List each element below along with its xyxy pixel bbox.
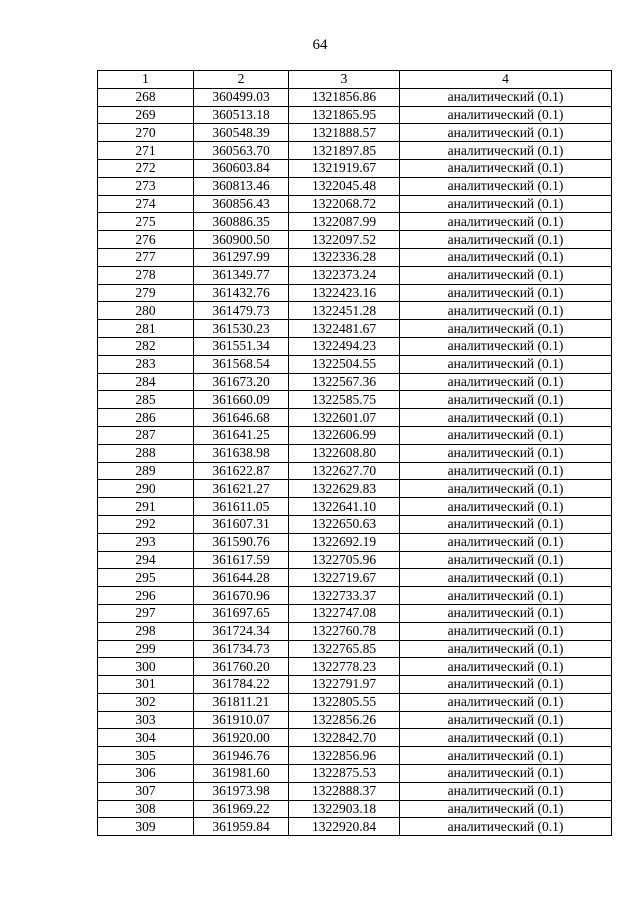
cell-x-coordinate: 361617.59: [194, 551, 289, 569]
table-row: [98, 640, 612, 658]
cell-method: аналитический (0.1): [400, 159, 612, 177]
table-row: [98, 391, 612, 409]
cell-point-number: 291: [98, 498, 194, 516]
cell-y-coordinate: 1322045.48: [289, 177, 400, 195]
cell-method: аналитический (0.1): [400, 604, 612, 622]
cell-y-coordinate: 1321897.85: [289, 142, 400, 160]
cell-method: аналитический (0.1): [400, 373, 612, 391]
cell-y-coordinate: 1322692.19: [289, 533, 400, 551]
cell-method: аналитический (0.1): [400, 302, 612, 320]
cell-point-number: 292: [98, 515, 194, 533]
cell-point-number: 273: [98, 177, 194, 195]
cell-point-number: 302: [98, 693, 194, 711]
coordinates-table: [97, 70, 612, 836]
table-row: [98, 765, 612, 783]
cell-y-coordinate: 1322601.07: [289, 409, 400, 427]
cell-method: аналитический (0.1): [400, 426, 612, 444]
cell-point-number: 299: [98, 640, 194, 658]
cell-point-number: 308: [98, 800, 194, 818]
cell-point-number: 296: [98, 587, 194, 605]
cell-x-coordinate: 361551.34: [194, 337, 289, 355]
cell-point-number: 270: [98, 124, 194, 142]
cell-point-number: 301: [98, 676, 194, 694]
cell-method: аналитический (0.1): [400, 658, 612, 676]
table-row: [98, 587, 612, 605]
cell-method: аналитический (0.1): [400, 498, 612, 516]
cell-point-number: 269: [98, 106, 194, 124]
cell-x-coordinate: 361973.98: [194, 782, 289, 800]
cell-method: аналитический (0.1): [400, 765, 612, 783]
cell-method: аналитический (0.1): [400, 515, 612, 533]
cell-method: аналитический (0.1): [400, 711, 612, 729]
cell-y-coordinate: 1322920.84: [289, 818, 400, 836]
cell-x-coordinate: 361638.98: [194, 444, 289, 462]
cell-point-number: 284: [98, 373, 194, 391]
cell-y-coordinate: 1322373.24: [289, 266, 400, 284]
cell-method: аналитический (0.1): [400, 195, 612, 213]
header-cell-method: 4: [400, 71, 612, 89]
cell-method: аналитический (0.1): [400, 551, 612, 569]
table-row: [98, 266, 612, 284]
cell-y-coordinate: 1322097.52: [289, 231, 400, 249]
table-row: [98, 569, 612, 587]
cell-method: аналитический (0.1): [400, 693, 612, 711]
cell-y-coordinate: 1322608.80: [289, 444, 400, 462]
cell-point-number: 268: [98, 88, 194, 106]
table-row: [98, 711, 612, 729]
table-row: [98, 106, 612, 124]
cell-point-number: 285: [98, 391, 194, 409]
cell-method: аналитический (0.1): [400, 676, 612, 694]
cell-y-coordinate: 1322733.37: [289, 587, 400, 605]
cell-method: аналитический (0.1): [400, 266, 612, 284]
cell-point-number: 281: [98, 320, 194, 338]
cell-y-coordinate: 1322705.96: [289, 551, 400, 569]
cell-x-coordinate: 360900.50: [194, 231, 289, 249]
cell-point-number: 293: [98, 533, 194, 551]
cell-method: аналитический (0.1): [400, 782, 612, 800]
cell-method: аналитический (0.1): [400, 533, 612, 551]
table-row: [98, 426, 612, 444]
cell-method: аналитический (0.1): [400, 444, 612, 462]
cell-x-coordinate: 361349.77: [194, 266, 289, 284]
cell-method: аналитический (0.1): [400, 320, 612, 338]
cell-point-number: 274: [98, 195, 194, 213]
cell-y-coordinate: 1321856.86: [289, 88, 400, 106]
cell-x-coordinate: 360886.35: [194, 213, 289, 231]
cell-point-number: 303: [98, 711, 194, 729]
table-row: [98, 800, 612, 818]
cell-method: аналитический (0.1): [400, 569, 612, 587]
cell-x-coordinate: 361607.31: [194, 515, 289, 533]
cell-point-number: 294: [98, 551, 194, 569]
cell-y-coordinate: 1322627.70: [289, 462, 400, 480]
cell-y-coordinate: 1322629.83: [289, 480, 400, 498]
cell-method: аналитический (0.1): [400, 480, 612, 498]
cell-y-coordinate: 1322068.72: [289, 195, 400, 213]
cell-y-coordinate: 1322719.67: [289, 569, 400, 587]
cell-x-coordinate: 361297.99: [194, 248, 289, 266]
table-row: [98, 124, 612, 142]
cell-method: аналитический (0.1): [400, 729, 612, 747]
cell-method: аналитический (0.1): [400, 88, 612, 106]
cell-x-coordinate: 360499.03: [194, 88, 289, 106]
cell-point-number: 295: [98, 569, 194, 587]
cell-x-coordinate: 361641.25: [194, 426, 289, 444]
cell-x-coordinate: 360563.70: [194, 142, 289, 160]
cell-point-number: 307: [98, 782, 194, 800]
table-row: [98, 159, 612, 177]
cell-point-number: 300: [98, 658, 194, 676]
cell-y-coordinate: 1322747.08: [289, 604, 400, 622]
cell-y-coordinate: 1321888.57: [289, 124, 400, 142]
cell-point-number: 297: [98, 604, 194, 622]
table-row: [98, 604, 612, 622]
cell-y-coordinate: 1322791.97: [289, 676, 400, 694]
table-row: [98, 302, 612, 320]
table-row: [98, 88, 612, 106]
cell-y-coordinate: 1322765.85: [289, 640, 400, 658]
table-row: [98, 195, 612, 213]
cell-x-coordinate: 361622.87: [194, 462, 289, 480]
page-number: 64: [312, 37, 328, 53]
cell-point-number: 278: [98, 266, 194, 284]
cell-x-coordinate: 361621.27: [194, 480, 289, 498]
cell-x-coordinate: 361760.20: [194, 658, 289, 676]
cell-method: аналитический (0.1): [400, 462, 612, 480]
cell-method: аналитический (0.1): [400, 391, 612, 409]
cell-point-number: 304: [98, 729, 194, 747]
cell-point-number: 286: [98, 409, 194, 427]
table-body: [98, 88, 612, 835]
cell-x-coordinate: 361568.54: [194, 355, 289, 373]
cell-method: аналитический (0.1): [400, 355, 612, 373]
table-row: [98, 355, 612, 373]
cell-x-coordinate: 361660.09: [194, 391, 289, 409]
cell-x-coordinate: 361646.68: [194, 409, 289, 427]
cell-x-coordinate: 361611.05: [194, 498, 289, 516]
cell-y-coordinate: 1322567.36: [289, 373, 400, 391]
cell-y-coordinate: 1321919.67: [289, 159, 400, 177]
cell-x-coordinate: 361590.76: [194, 533, 289, 551]
table-row: [98, 515, 612, 533]
table-row: [98, 373, 612, 391]
table-row: [98, 622, 612, 640]
cell-x-coordinate: 361670.96: [194, 587, 289, 605]
cell-y-coordinate: 1322585.75: [289, 391, 400, 409]
cell-y-coordinate: 1322481.67: [289, 320, 400, 338]
cell-point-number: 309: [98, 818, 194, 836]
header-cell-point-number: 1: [98, 71, 194, 89]
cell-x-coordinate: 361946.76: [194, 747, 289, 765]
cell-x-coordinate: 361910.07: [194, 711, 289, 729]
cell-x-coordinate: 361644.28: [194, 569, 289, 587]
cell-y-coordinate: 1322778.23: [289, 658, 400, 676]
table-row: [98, 782, 612, 800]
cell-point-number: 272: [98, 159, 194, 177]
cell-point-number: 276: [98, 231, 194, 249]
cell-x-coordinate: 361981.60: [194, 765, 289, 783]
cell-point-number: 288: [98, 444, 194, 462]
cell-y-coordinate: 1322504.55: [289, 355, 400, 373]
cell-point-number: 280: [98, 302, 194, 320]
cell-point-number: 271: [98, 142, 194, 160]
cell-point-number: 279: [98, 284, 194, 302]
cell-y-coordinate: 1322856.96: [289, 747, 400, 765]
cell-x-coordinate: 361479.73: [194, 302, 289, 320]
cell-method: аналитический (0.1): [400, 640, 612, 658]
table-row: [98, 231, 612, 249]
cell-x-coordinate: 360813.46: [194, 177, 289, 195]
table-row: [98, 658, 612, 676]
cell-y-coordinate: 1322888.37: [289, 782, 400, 800]
table-row: [98, 480, 612, 498]
cell-y-coordinate: 1322903.18: [289, 800, 400, 818]
cell-point-number: 305: [98, 747, 194, 765]
table-row: [98, 142, 612, 160]
cell-x-coordinate: 360856.43: [194, 195, 289, 213]
cell-method: аналитический (0.1): [400, 142, 612, 160]
table-row: [98, 729, 612, 747]
cell-x-coordinate: 361724.34: [194, 622, 289, 640]
cell-y-coordinate: 1322805.55: [289, 693, 400, 711]
header-cell-y-coordinate: 3: [289, 71, 400, 89]
cell-point-number: 277: [98, 248, 194, 266]
table-row: [98, 177, 612, 195]
cell-method: аналитический (0.1): [400, 124, 612, 142]
cell-x-coordinate: 361530.23: [194, 320, 289, 338]
table-row: [98, 462, 612, 480]
cell-y-coordinate: 1322875.53: [289, 765, 400, 783]
cell-y-coordinate: 1322606.99: [289, 426, 400, 444]
table-row: [98, 213, 612, 231]
table-row: [98, 284, 612, 302]
table-header-row: [98, 71, 612, 89]
table-row: [98, 320, 612, 338]
cell-y-coordinate: 1322842.70: [289, 729, 400, 747]
cell-point-number: 287: [98, 426, 194, 444]
cell-x-coordinate: 360548.39: [194, 124, 289, 142]
cell-x-coordinate: 360603.84: [194, 159, 289, 177]
cell-y-coordinate: 1322451.28: [289, 302, 400, 320]
cell-y-coordinate: 1322856.26: [289, 711, 400, 729]
table-row: [98, 498, 612, 516]
table-row: [98, 747, 612, 765]
cell-method: аналитический (0.1): [400, 622, 612, 640]
header-cell-x-coordinate: 2: [194, 71, 289, 89]
cell-y-coordinate: 1322336.28: [289, 248, 400, 266]
table-row: [98, 248, 612, 266]
cell-point-number: 289: [98, 462, 194, 480]
cell-x-coordinate: 361969.22: [194, 800, 289, 818]
cell-x-coordinate: 361734.73: [194, 640, 289, 658]
cell-x-coordinate: 361920.00: [194, 729, 289, 747]
table-row: [98, 533, 612, 551]
cell-y-coordinate: 1322641.10: [289, 498, 400, 516]
table-row: [98, 551, 612, 569]
cell-method: аналитический (0.1): [400, 284, 612, 302]
cell-method: аналитический (0.1): [400, 409, 612, 427]
cell-y-coordinate: 1321865.95: [289, 106, 400, 124]
cell-method: аналитический (0.1): [400, 248, 612, 266]
table-row: [98, 444, 612, 462]
cell-point-number: 283: [98, 355, 194, 373]
cell-method: аналитический (0.1): [400, 177, 612, 195]
cell-x-coordinate: 360513.18: [194, 106, 289, 124]
cell-point-number: 275: [98, 213, 194, 231]
cell-x-coordinate: 361697.65: [194, 604, 289, 622]
cell-method: аналитический (0.1): [400, 213, 612, 231]
cell-x-coordinate: 361959.84: [194, 818, 289, 836]
cell-point-number: 290: [98, 480, 194, 498]
cell-method: аналитический (0.1): [400, 800, 612, 818]
cell-x-coordinate: 361811.21: [194, 693, 289, 711]
cell-method: аналитический (0.1): [400, 106, 612, 124]
table-row: [98, 337, 612, 355]
cell-y-coordinate: 1322760.78: [289, 622, 400, 640]
cell-point-number: 306: [98, 765, 194, 783]
cell-method: аналитический (0.1): [400, 587, 612, 605]
cell-y-coordinate: 1322087.99: [289, 213, 400, 231]
cell-method: аналитический (0.1): [400, 337, 612, 355]
table-row: [98, 409, 612, 427]
cell-y-coordinate: 1322650.63: [289, 515, 400, 533]
cell-method: аналитический (0.1): [400, 818, 612, 836]
table-row: [98, 676, 612, 694]
cell-x-coordinate: 361673.20: [194, 373, 289, 391]
cell-y-coordinate: 1322423.16: [289, 284, 400, 302]
table-row: [98, 693, 612, 711]
cell-y-coordinate: 1322494.23: [289, 337, 400, 355]
cell-x-coordinate: 361784.22: [194, 676, 289, 694]
cell-method: аналитический (0.1): [400, 747, 612, 765]
cell-method: аналитический (0.1): [400, 231, 612, 249]
table-row: [98, 818, 612, 836]
cell-point-number: 282: [98, 337, 194, 355]
cell-x-coordinate: 361432.76: [194, 284, 289, 302]
table-header: [98, 71, 612, 89]
cell-point-number: 298: [98, 622, 194, 640]
